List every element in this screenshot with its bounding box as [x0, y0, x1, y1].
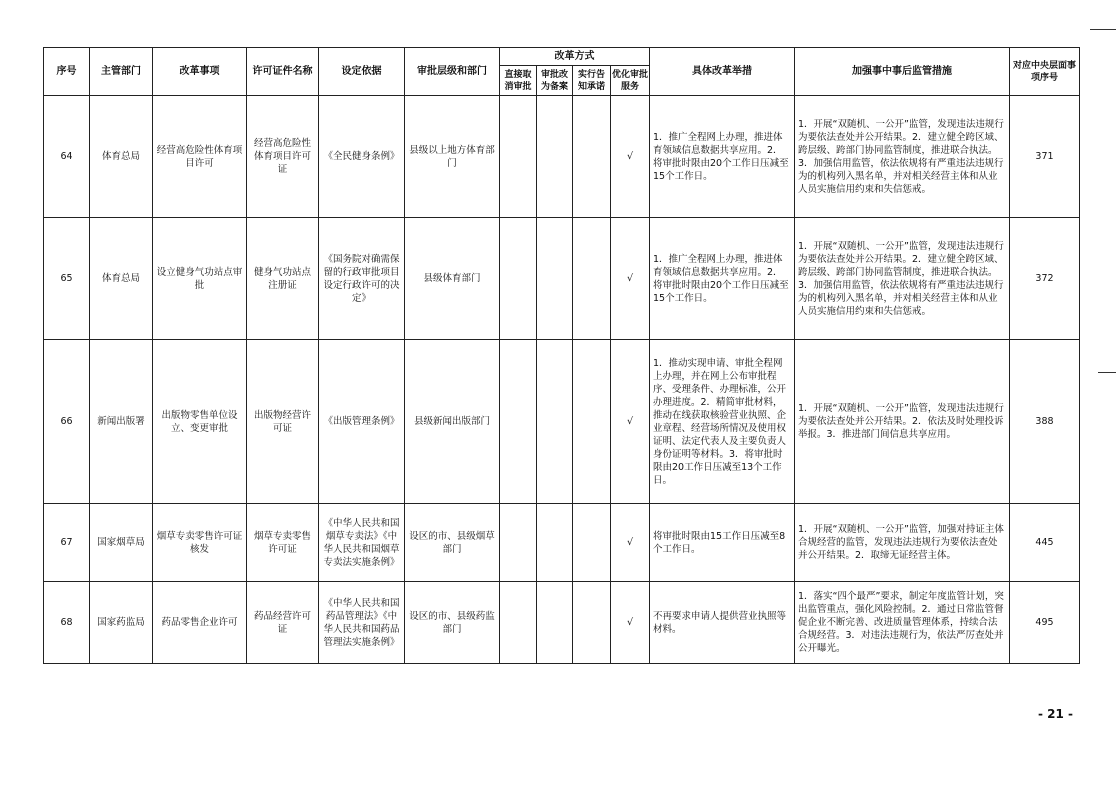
cell-basis: 《国务院对确需保留的行政审批项目设定行政许可的决定》: [319, 218, 405, 340]
cell-cancel: [500, 218, 537, 340]
cell-dept: 国家药监局: [90, 582, 153, 664]
table-row: [44, 582, 1080, 664]
cell-supervision: 1．开展“双随机、一公开”监管，加强对持证主体合规经营的监管，发现违法违规行为要依法查处并公开结果。2．取缔无证经营主体。: [795, 504, 1010, 582]
cell-basis: 《中华人民共和国药品管理法》《中华人民共和国药品管理法实施条例》: [319, 582, 405, 664]
cell-seq: 66: [44, 340, 90, 504]
cell-level: 设区的市、县级烟草部门: [405, 504, 500, 582]
cell-optimize: √: [611, 582, 650, 664]
cell-dept: 国家烟草局: [90, 504, 153, 582]
cell-promise: [573, 340, 611, 504]
reform-table: [43, 47, 1080, 664]
cell-seq: 65: [44, 218, 90, 340]
cell-basis: 《出版管理条例》: [319, 340, 405, 504]
cell-central-no: 371: [1010, 96, 1080, 218]
table-row: [44, 218, 1080, 340]
cell-item: 烟草专卖零售许可证核发: [153, 504, 247, 582]
header-mode-promise: 实行告知承诺: [573, 66, 611, 96]
header-dept: 主管部门: [90, 48, 153, 96]
cell-record: [537, 218, 573, 340]
cell-license: 药品经营许可证: [247, 582, 319, 664]
page-number: - 21 -: [1038, 707, 1074, 721]
header-supervision: 加强事中事后监管措施: [795, 48, 1010, 96]
cell-measures: 不再要求申请人提供营业执照等材料。: [650, 582, 795, 664]
cell-seq: 68: [44, 582, 90, 664]
cell-item: 药品零售企业许可: [153, 582, 247, 664]
cell-cancel: [500, 504, 537, 582]
cell-dept: 体育总局: [90, 218, 153, 340]
cell-optimize: √: [611, 96, 650, 218]
cell-measures: 1．推动实现申请、审批全程网上办理，并在网上公布审批程序、受理条件、办理标准，公开办理进度。2．精简审批材料，推动在线获取核验营业执照、企业章程、经营场所情况及使用权证明、法定代表人及主要负责人身份证明等材料。3．将审批时限由20工作日压减至13个工作日。: [650, 340, 795, 504]
header-basis: 设定依据: [319, 48, 405, 96]
cell-item: 经营高危险性体育项目许可: [153, 96, 247, 218]
cell-supervision: 1．开展“双随机、一公开”监管，发现违法违规行为要依法查处并公开结果。2．依法及时处理投诉举报。3．推进部门间信息共享应用。: [795, 340, 1010, 504]
header-mode-record: 审批改为备案: [537, 66, 573, 96]
cell-license: 经营高危险性体育项目许可证: [247, 96, 319, 218]
cell-dept: 新闻出版署: [90, 340, 153, 504]
cell-record: [537, 582, 573, 664]
cell-basis: 《中华人民共和国烟草专卖法》《中华人民共和国烟草专卖法实施条例》: [319, 504, 405, 582]
cell-level: 县级体育部门: [405, 218, 500, 340]
header-mode-optimize: 优化审批服务: [611, 66, 650, 96]
cell-supervision: 1．开展“双随机、一公开”监管，发现违法违规行为要依法查处并公开结果。2．建立健全跨区域、跨层级、跨部门协同监管制度，推进联合执法。3．加强信用监管，依法依规将有严重违法违规行为的机构列入黑名单，并对相关经营主体和从业人员实施信用约束和失信惩戒。: [795, 218, 1010, 340]
cell-record: [537, 340, 573, 504]
cell-record: [537, 504, 573, 582]
header-seq: 序号: [44, 48, 90, 96]
cell-license: 健身气功站点注册证: [247, 218, 319, 340]
header-item: 改革事项: [153, 48, 247, 96]
cell-cancel: [500, 582, 537, 664]
cell-supervision: 1．落实“四个最严”要求，制定年度监管计划，突出监管重点，强化风险控制。2．通过日常监管督促企业不断完善、改进质量管理体系，持续合法合规经营。3．对违法违规行为，依法严厉查处并公开曝光。: [795, 582, 1010, 664]
cell-license: 出版物经营许可证: [247, 340, 319, 504]
scan-mark: [1098, 372, 1116, 373]
table-row: [44, 504, 1080, 582]
cell-record: [537, 96, 573, 218]
cell-central-no: 372: [1010, 218, 1080, 340]
table-row: [44, 96, 1080, 218]
cell-item: 设立健身气功站点审批: [153, 218, 247, 340]
cell-level: 设区的市、县级药监部门: [405, 582, 500, 664]
header-central-no: 对应中央层面事项序号: [1010, 48, 1080, 96]
table-row: [44, 340, 1080, 504]
cell-promise: [573, 96, 611, 218]
scan-mark: [1090, 29, 1116, 30]
cell-measures: 将审批时限由15工作日压减至8个工作日。: [650, 504, 795, 582]
header-reform-mode: 改革方式: [500, 48, 650, 66]
cell-seq: 64: [44, 96, 90, 218]
cell-promise: [573, 504, 611, 582]
header-measures: 具体改革举措: [650, 48, 795, 96]
header-license: 许可证件名称: [247, 48, 319, 96]
cell-level: 县级以上地方体育部门: [405, 96, 500, 218]
cell-cancel: [500, 96, 537, 218]
cell-measures: 1．推广全程网上办理，推进体育领域信息数据共享应用。2．将审批时限由20个工作日压减至15个工作日。: [650, 96, 795, 218]
cell-basis: 《全民健身条例》: [319, 96, 405, 218]
cell-optimize: √: [611, 504, 650, 582]
cell-item: 出版物零售单位设立、变更审批: [153, 340, 247, 504]
cell-cancel: [500, 340, 537, 504]
cell-supervision: 1．开展“双随机、一公开”监管，发现违法违规行为要依法查处并公开结果。2．建立健全跨区域、跨层级、跨部门协同监管制度，推进联合执法。3．加强信用监管，依法依规将有严重违法违规行为的机构列入黑名单，并对相关经营主体和从业人员实施信用约束和失信惩戒。: [795, 96, 1010, 218]
cell-level: 县级新闻出版部门: [405, 340, 500, 504]
cell-promise: [573, 218, 611, 340]
cell-license: 烟草专卖零售许可证: [247, 504, 319, 582]
header-level: 审批层级和部门: [405, 48, 500, 96]
cell-central-no: 388: [1010, 340, 1080, 504]
header-mode-cancel: 直接取消审批: [500, 66, 537, 96]
cell-measures: 1．推广全程网上办理，推进体育领域信息数据共享应用。2．将审批时限由20个工作日压减至15个工作日。: [650, 218, 795, 340]
cell-dept: 体育总局: [90, 96, 153, 218]
cell-promise: [573, 582, 611, 664]
cell-optimize: √: [611, 340, 650, 504]
cell-central-no: 445: [1010, 504, 1080, 582]
cell-optimize: √: [611, 218, 650, 340]
cell-seq: 67: [44, 504, 90, 582]
cell-central-no: 495: [1010, 582, 1080, 664]
